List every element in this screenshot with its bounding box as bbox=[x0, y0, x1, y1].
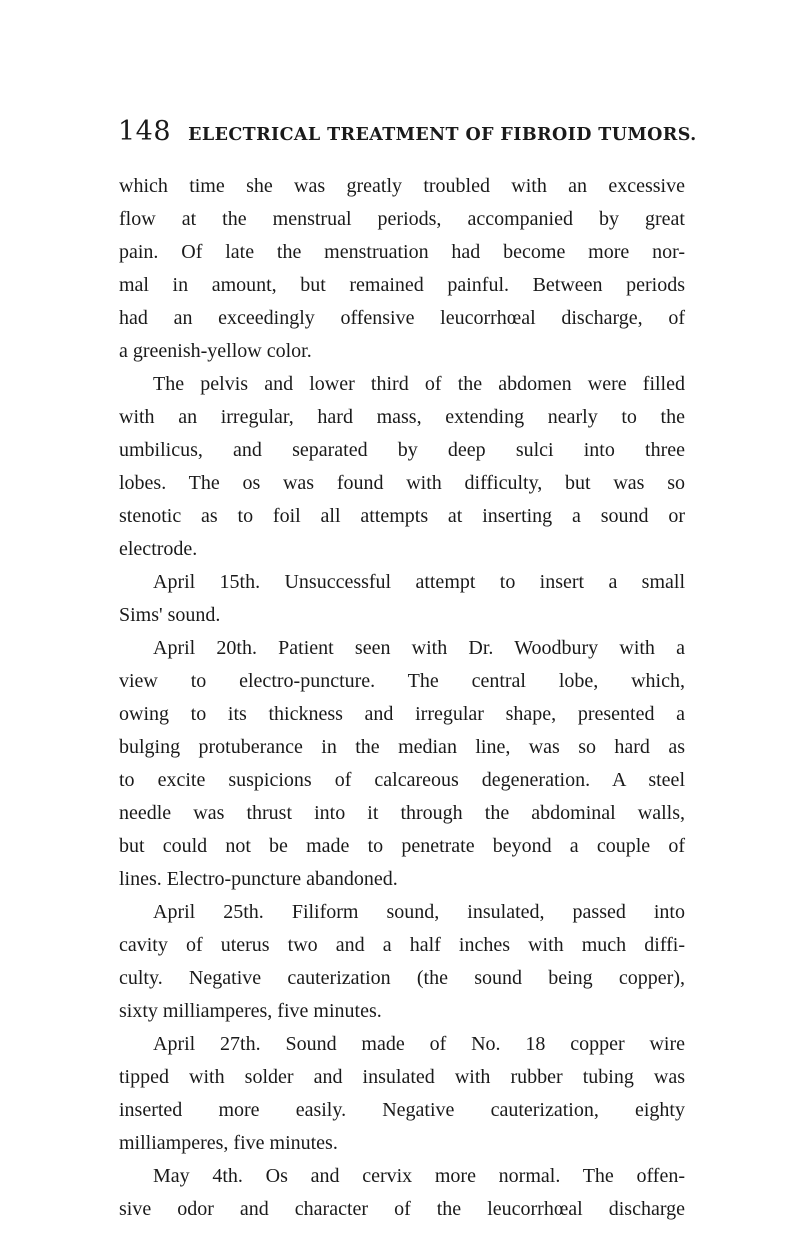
text-line: inserted more easily. Negative cauterization, eighty bbox=[119, 1099, 685, 1121]
running-head bbox=[118, 116, 697, 147]
text-line: electrode. bbox=[119, 538, 198, 560]
text-line: milliamperes, five minutes. bbox=[119, 1132, 338, 1154]
body-text bbox=[119, 170, 685, 1226]
text-line: pain. Of late the menstruation had become more nor- bbox=[119, 241, 685, 263]
text-line: lobes. The os was found with difficulty, but was so bbox=[119, 472, 685, 494]
text-line: culty. Negative cauterization (the sound being copper), bbox=[119, 967, 685, 989]
text-line: May 4th. Os and cervix more normal. The offen- bbox=[153, 1165, 685, 1187]
text-line: April 20th. Patient seen with Dr. Woodbury with a bbox=[153, 637, 685, 659]
text-line: a greenish-yellow color. bbox=[119, 340, 312, 362]
text-line: umbilicus, and separated by deep sulci into three bbox=[119, 439, 685, 461]
text-line: mal in amount, but remained painful. Between periods bbox=[119, 274, 685, 296]
text-line: owing to its thickness and irregular shape, presented a bbox=[119, 703, 685, 725]
text-line: stenotic as to foil all attempts at inserting a sound or bbox=[119, 505, 685, 527]
text-line: lines. Electro-puncture abandoned. bbox=[119, 868, 398, 890]
text-line: sixty milliamperes, five minutes. bbox=[119, 1000, 382, 1022]
text-line: Sims' sound. bbox=[119, 604, 221, 626]
text-line: April 27th. Sound made of No. 18 copper wire bbox=[153, 1033, 685, 1055]
text-line: which time she was greatly troubled with an excessive bbox=[119, 175, 685, 197]
text-line: cavity of uterus two and a half inches with much diffi- bbox=[119, 934, 685, 956]
running-title: ELECTRICAL TREATMENT OF FIBROID TUMORS. bbox=[188, 125, 697, 145]
text-line: view to electro-puncture. The central lobe, which, bbox=[119, 670, 685, 692]
text-line: sive odor and character of the leucorrhœal discharge bbox=[119, 1198, 685, 1220]
text-line: to excite suspicions of calcareous degeneration. A steel bbox=[119, 769, 685, 791]
text-line: April 25th. Filiform sound, insulated, passed into bbox=[153, 901, 685, 923]
page-number: 148 bbox=[118, 116, 172, 147]
text-line: tipped with solder and insulated with rubber tubing was bbox=[119, 1066, 685, 1088]
text-line: flow at the menstrual periods, accompanied by great bbox=[119, 208, 685, 230]
text-line: had an exceedingly offensive leucorrhœal discharge, of bbox=[119, 307, 685, 329]
text-line: April 15th. Unsuccessful attempt to insert a small bbox=[153, 571, 685, 593]
text-line: needle was thrust into it through the abdominal walls, bbox=[119, 802, 685, 824]
text-line: The pelvis and lower third of the abdomen were filled bbox=[153, 373, 685, 395]
text-line: with an irregular, hard mass, extending nearly to the bbox=[119, 406, 685, 428]
text-line: but could not be made to penetrate beyond a couple of bbox=[119, 835, 685, 857]
text-line: bulging protuberance in the median line, was so hard as bbox=[119, 736, 685, 758]
